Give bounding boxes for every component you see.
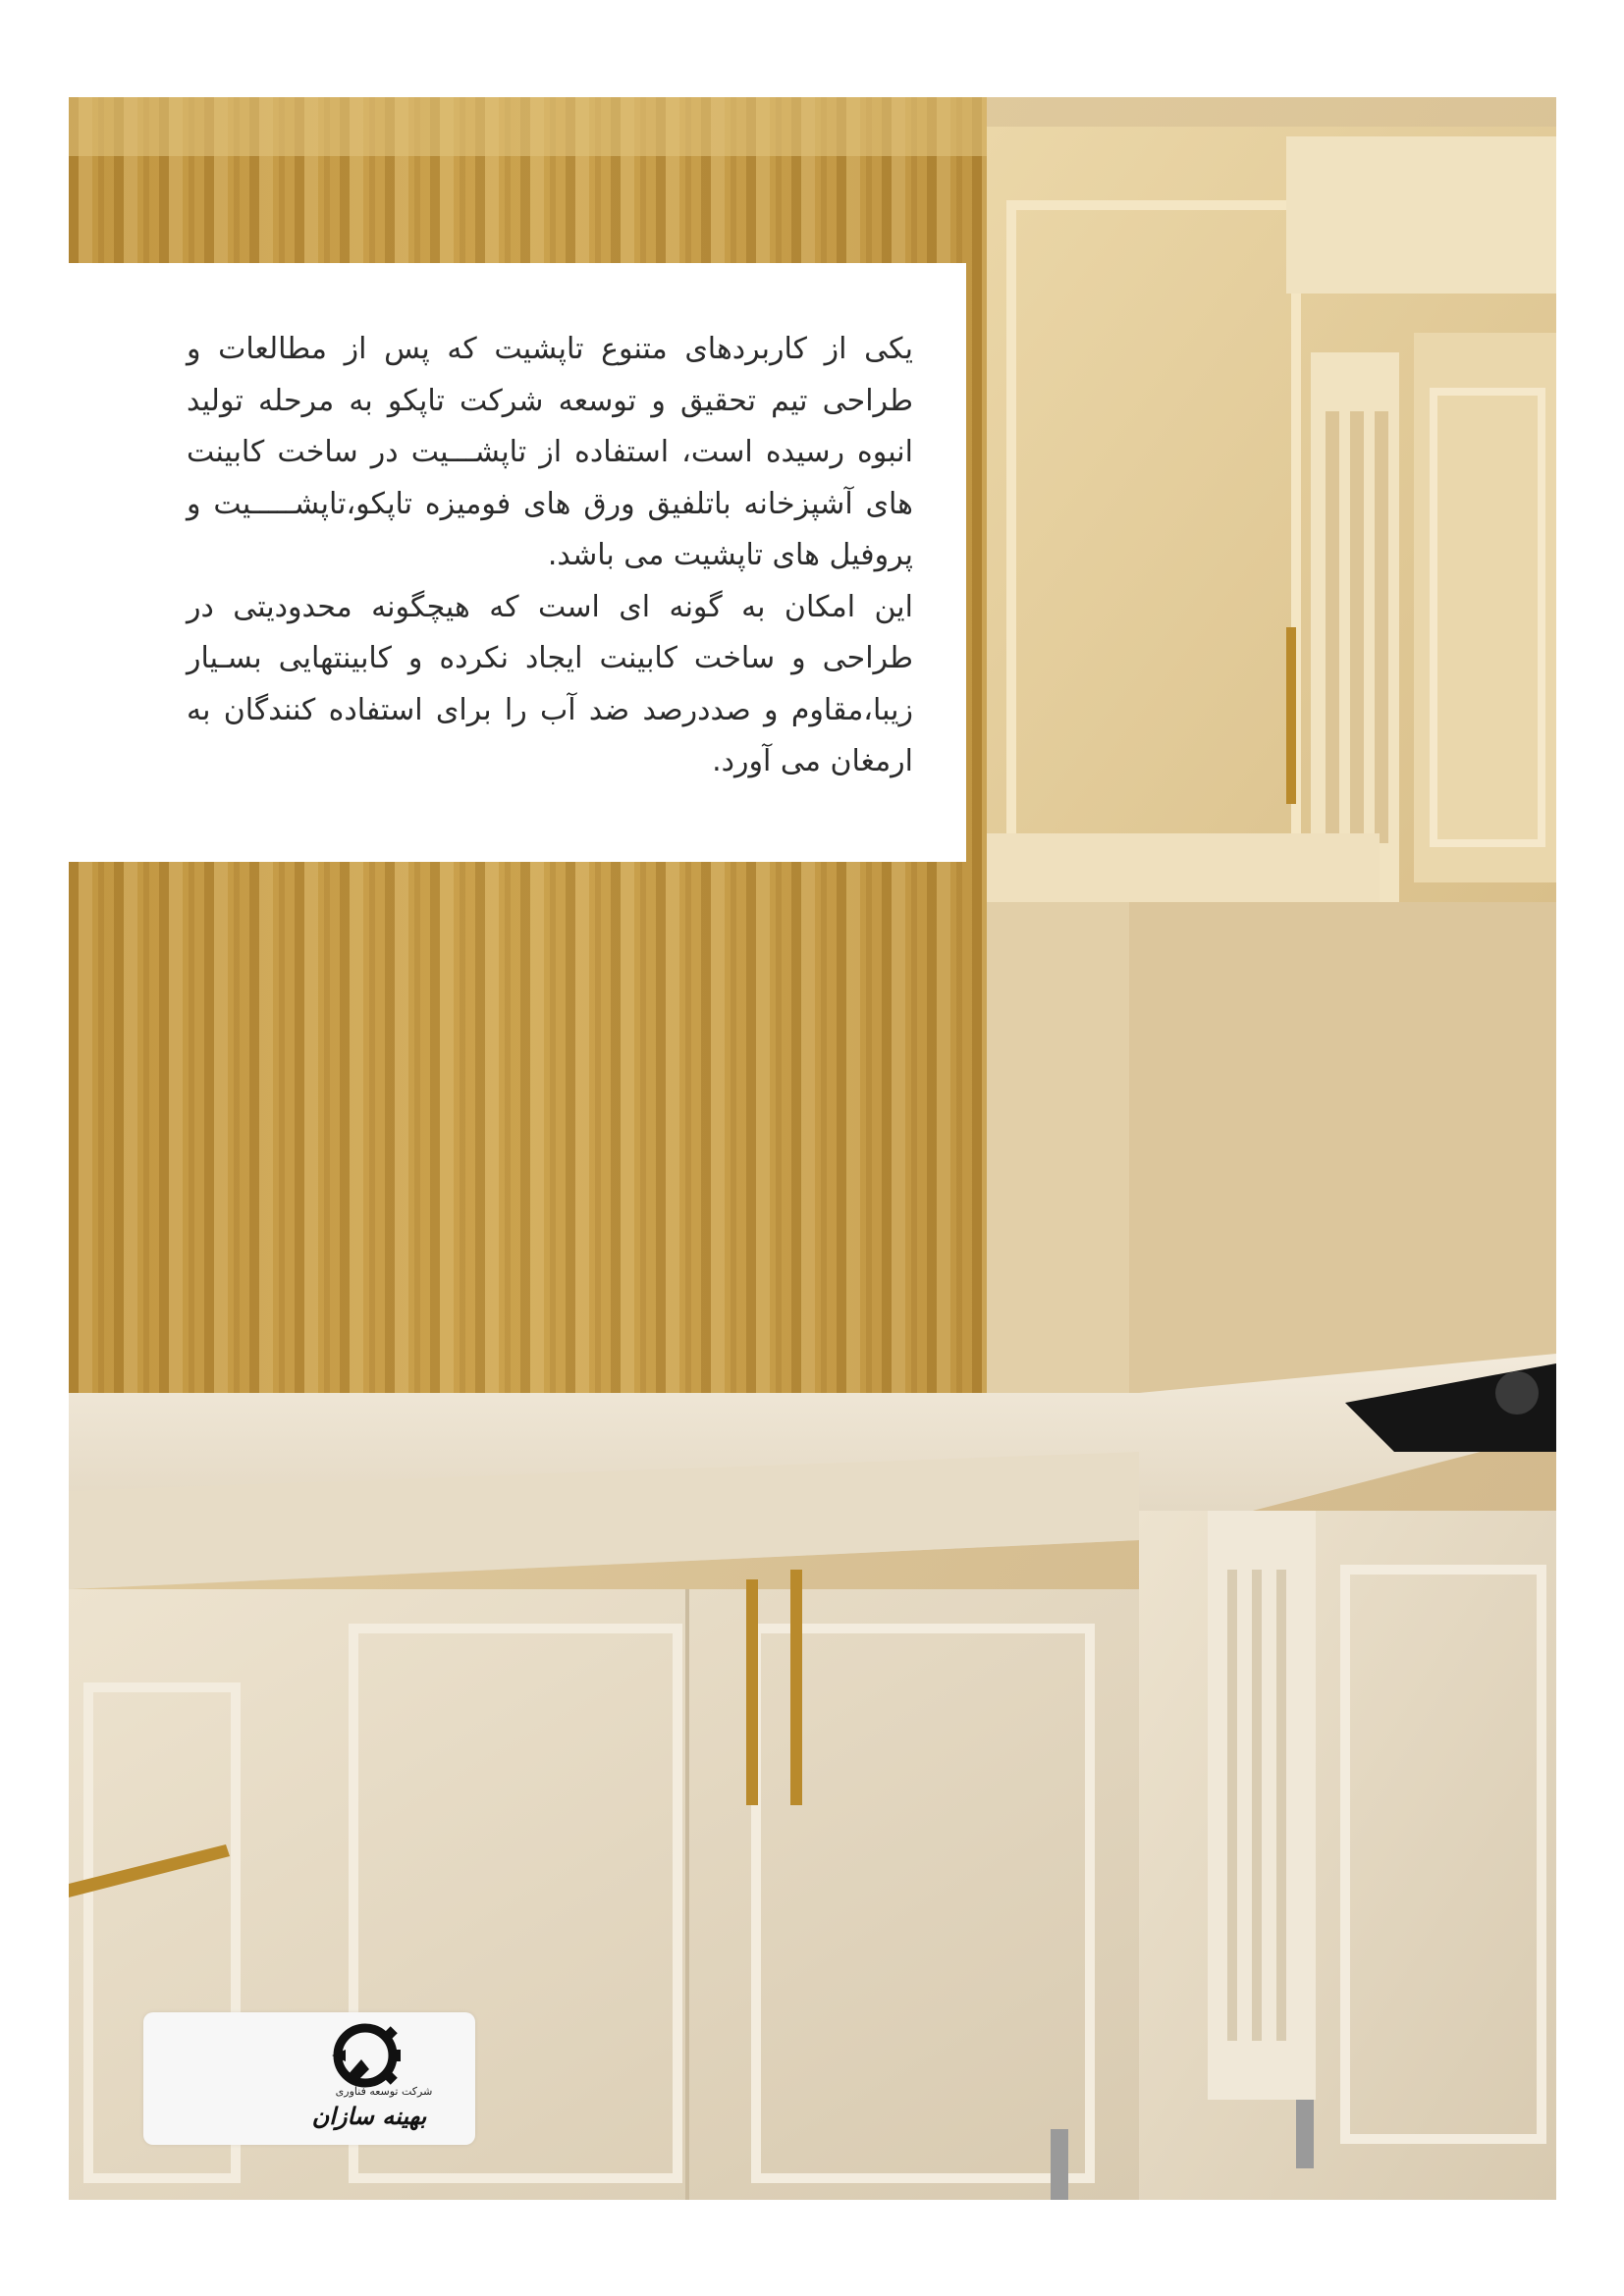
gear-arrow-logo-icon — [326, 2020, 405, 2091]
description-panel — [69, 263, 966, 862]
description-text — [187, 324, 913, 788]
company-subtitle: شرکت توسعه فناوری — [335, 2085, 433, 2098]
company-logo — [143, 2012, 475, 2145]
company-brand-name: بهینه سازان — [311, 2103, 427, 2130]
description-paragraph-2: این امکان به گونه ای است که هیچگونه محدودیتی در طراحی و ساخت کابینت ایجاد نکرده و کابینتهایی بسـیار زیبا،مقاوم و صددرصد ضد آب را برای استفاده کنندگان به ارمغان می آورد. — [187, 589, 913, 778]
description-paragraph-1: یکی از کاربردهای متنوع تاپشیت که پس از مطالعات و طراحی تیم تحقیق و توسعه شرکت تاپکو به مرحله تولید انبوه رسیده است، استفاده از تاپشـــیت در ساخت کابینت های آشپزخانه باتلفیق ورق های فومیزه تاپکو،تاپشـــــیت و پروفیل های تاپشیت می باشد. — [187, 332, 913, 572]
